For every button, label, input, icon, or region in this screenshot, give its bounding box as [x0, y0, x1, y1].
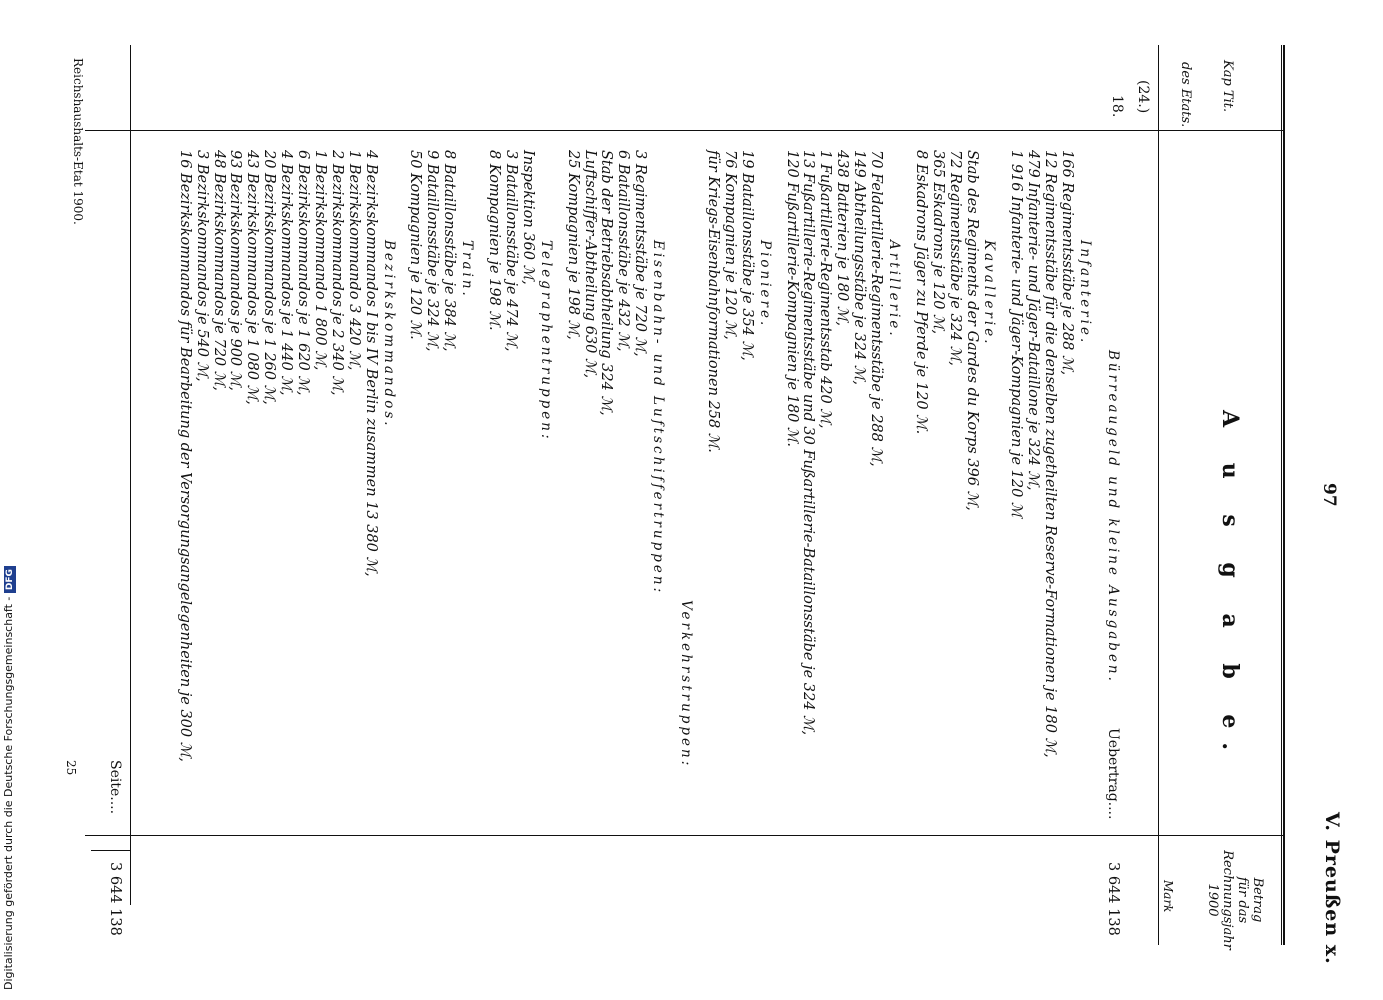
- footer-page: 25: [64, 760, 78, 776]
- seite-label: Seite....: [107, 760, 123, 815]
- group-heading: Infanterie.: [1077, 240, 1093, 346]
- entry-line: 1 Fußartillerie-Regimentsstab 420 ℳ,: [817, 150, 834, 429]
- ausgabe-title: A u s g a b e.: [1217, 410, 1243, 765]
- entry-line: 1 916 Infanterie- und Jäger-Kompagnien je 120 ℳ: [1008, 150, 1025, 518]
- entry-line: 8 Bataillonsstäbe je 384 ℳ,: [441, 150, 458, 352]
- entry-line: 76 Kompagnien je 120 ℳ,: [721, 150, 738, 340]
- betrag-line-3: Rechnungsjahr: [1220, 850, 1235, 950]
- entry-line: 149 Abtheilungsstäbe je 324 ℳ,: [851, 150, 868, 385]
- entry-line: 4 Bezirkskommandos je 1 440 ℳ,: [278, 150, 295, 396]
- entry-line: Stab des Regiments der Gardes du Korps 396 ℳ,: [963, 150, 980, 511]
- entry-line: 25 Kompagnien je 198 ℳ,: [564, 150, 581, 340]
- entry-line: 3 Bezirkskommandos je 540 ℳ,: [193, 150, 210, 382]
- kap-ref: (24.): [1135, 80, 1151, 114]
- entry-line: 479 Infanterie- und Jäger-Bataillone je 324 ℳ,: [1025, 150, 1042, 491]
- entry-line: 19 Bataillonsstäbe je 354 ℳ,: [738, 150, 755, 361]
- tit-ref: 18.: [1109, 95, 1125, 118]
- group-heading: Bezirkskommandos.: [380, 240, 397, 429]
- seite-amount: 3 644 138: [107, 862, 123, 936]
- entry-line: 1 Bezirkskommando 1 800 ℳ,: [312, 150, 328, 371]
- entry-line: 6 Bezirkskommandos je 1 620 ℳ,: [295, 150, 312, 396]
- uebertrag-label: Uebertrag....: [1105, 728, 1121, 820]
- entry-line: Luftschiffer-Abtheilung 630 ℳ,: [581, 150, 598, 379]
- entry-line: 6 Bataillonsstäbe je 432 ℳ,: [615, 150, 632, 352]
- page-number: 97: [1319, 483, 1339, 507]
- entry-line: 120 Fußartillerie-Kompagnien je 180 ℳ.: [783, 150, 800, 448]
- mark-header: Mark: [1161, 880, 1175, 913]
- section-title: Bürreaugeld und kleine Ausgaben.: [1105, 350, 1121, 684]
- entry-line: 70 Feldartillerie-Regimentsstäbe je 288 ℳ,: [868, 150, 885, 467]
- entry-line: 8 Kompagnien je 198 ℳ.: [486, 150, 503, 331]
- entry-line: 43 Bezirkskommandos je 1 080 ℳ,: [244, 150, 261, 405]
- entry-line: 365 Eskadrons je 120 ℳ,: [929, 150, 946, 335]
- entry-line: für Kriegs-Eisenbahnformationen 258 ℳ.: [705, 150, 721, 453]
- entry-line: 3 Bataillonsstäbe je 474 ℳ,: [503, 150, 519, 352]
- group-heading: Kavallerie.: [981, 240, 998, 347]
- entry-line: Stab der Betriebsabtheilung 324 ℳ,: [598, 150, 615, 416]
- entry-line: 13 Fußartillerie-Regimentsstäbe und 30 Fußartillerie-Bataillonsstäbe je 324 ℳ,: [800, 150, 817, 736]
- dfg-logo: DFG: [4, 566, 16, 593]
- entry-line: Inspektion 360 ℳ,: [519, 150, 536, 285]
- entry-line: 438 Batterien je 180 ℳ,: [834, 150, 851, 327]
- entry-line: 166 Regimentsstäbe je 288 ℳ,: [1059, 150, 1076, 376]
- footer-title: Reichshaushalts-Etat 1900.: [71, 58, 85, 225]
- digitization-text: Digitalisierung gefördert durch die Deutsche Forschungsgemeinschaft -: [2, 596, 15, 990]
- betrag-line-4: 1900: [1205, 883, 1220, 917]
- entry-line: 16 Bezirkskommandos für Bearbeitung der Versorgungsangelegenheiten je 300 ℳ,: [176, 150, 193, 762]
- betrag-line-2: für das: [1235, 876, 1250, 924]
- entry-line: 48 Bezirkskommandos je 720 ℳ,: [210, 150, 227, 391]
- entry-line: 20 Bezirkskommandos je 1 260 ℳ,: [261, 150, 278, 405]
- entry-line: 12 Regimentsstäbe für die denselben zugetheilten Reserve-Formationen je 180 ℳ,: [1042, 150, 1059, 758]
- betrag-header: [1205, 845, 1265, 955]
- entry-line: 93 Bezirkskommandos je 900 ℳ,: [227, 150, 244, 391]
- des-etats-header: des Etats.: [1178, 62, 1193, 128]
- group-heading: Train.: [459, 240, 476, 299]
- entry-line: 50 Kompagnien je 120 ℳ.: [407, 150, 424, 340]
- entry-line: 72 Regimentsstäbe je 324 ℳ,: [946, 150, 963, 366]
- entry-line: 9 Bataillonsstäbe je 324 ℳ,: [424, 150, 441, 352]
- digitization-note: [0, 0, 20, 1000]
- uebertrag-amount: 3 644 138: [1105, 862, 1121, 936]
- entry-line: 4 Bezirkskommandos I bis IV Berlin zusammen 13 380 ℳ,: [362, 150, 379, 577]
- kap-tit-header: Kap Tit.: [1220, 60, 1235, 113]
- entry-line: 3 Regimentsstäbe je 720 ℳ,: [632, 150, 649, 357]
- group-heading: Pioniere.: [756, 240, 773, 329]
- entry-line: 2 Bezirkskommandos je 2 340 ℳ,: [328, 150, 345, 396]
- entry-line: 1 Bezirkskommando 3 420 ℳ,: [345, 150, 362, 371]
- state-heading: V. Preußen x.: [1321, 812, 1343, 965]
- group-heading: Verkehrstruppen:: [678, 600, 695, 769]
- group-heading: Telegraphentruppen:: [537, 240, 554, 442]
- group-heading: Artillerie.: [886, 240, 902, 339]
- group-heading: Eisenbahn- und Luftschiffertruppen:: [650, 240, 667, 596]
- entry-line: 8 Eskadrons Jäger zu Pferde je 120 ℳ.: [912, 150, 929, 435]
- betrag-line-1: Betrag: [1250, 877, 1265, 923]
